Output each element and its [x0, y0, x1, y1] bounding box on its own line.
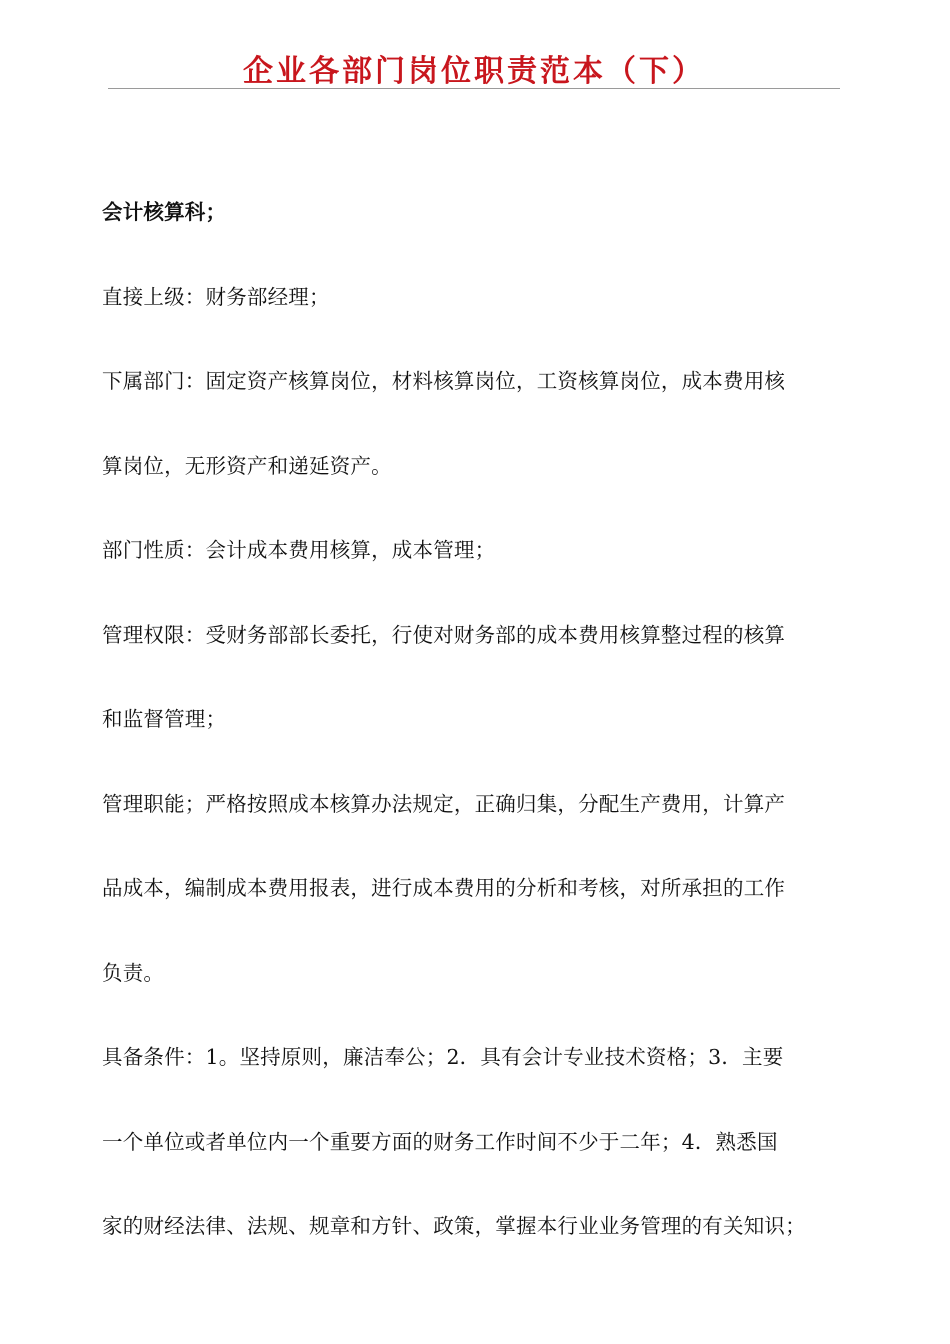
text-line: 和监督管理；: [102, 707, 227, 731]
text-line: 管理权限：受财务部部长委托，行使对财务部的成本费用核算整过程的核算: [102, 622, 786, 647]
text-line: 品成本，编制成本费用报表，进行成本费用的分析和考核，对所承担的工作: [102, 876, 786, 900]
text-line: 具备条件：1。坚持原则，廉洁奉公；2．具有会计专业技术资格；3．主要: [102, 1045, 784, 1069]
text-line: 家的财经法律、法规、规章和方针、政策，掌握本行业业务管理的有关知识；: [102, 1214, 806, 1238]
text-line: 算岗位，无形资产和递延资产。: [102, 453, 392, 478]
page-header: [108, 40, 840, 89]
section-heading: 会计核算科；: [102, 200, 227, 224]
document-body: [102, 190, 850, 1289]
text-line: 一个单位或者单位内一个重要方面的财务工作时间不少于二年；4．熟悉国: [102, 1129, 778, 1154]
text-line: 管理职能；严格按照成本核算办法规定，正确归集，分配生产费用，计算产: [102, 791, 786, 816]
text-line: 负责。: [102, 960, 165, 985]
text-line: 部门性质：会计成本费用核算，成本管理；: [102, 538, 496, 562]
document-title: 企业各部门岗位职责范本（下）: [243, 54, 705, 89]
text-line: 直接上级：财务部经理；: [102, 284, 330, 309]
text-line: 下属部门：固定资产核算岗位，材料核算岗位，工资核算岗位，成本费用核: [102, 369, 786, 393]
